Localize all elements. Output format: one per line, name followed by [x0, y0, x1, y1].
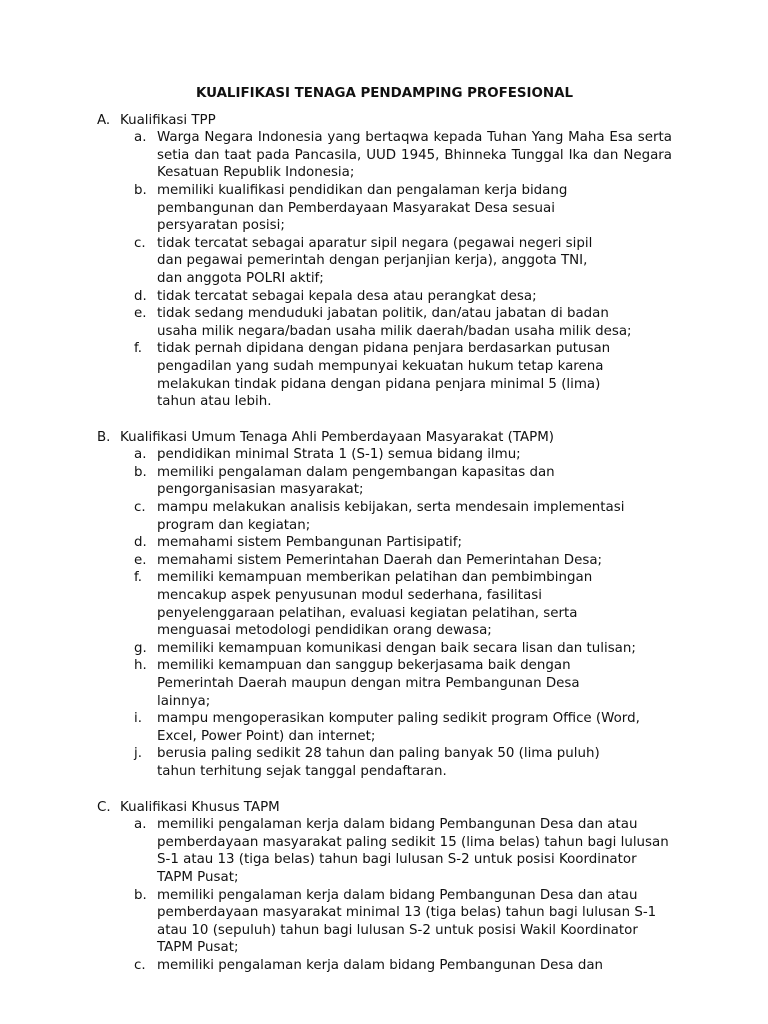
list-item: [134, 499, 672, 534]
item-letter: d.: [134, 288, 147, 304]
item-text: mampu melakukan analisis kebijakan, serta mendesain implementasi program dan kegiatan;: [157, 500, 625, 533]
item-letter: g.: [134, 640, 147, 656]
item-text: tidak tercatat sebagai aparatur sipil negara (pegawai negeri sipil dan pegawai pemerintah dengan perjanjian kerja), anggota TNI, dan anggota POLRI aktif;: [157, 235, 593, 286]
item-text: memiliki kemampuan komunikasi dengan baik secara lisan dan tulisan;: [157, 640, 636, 656]
item-letter: b.: [134, 182, 147, 198]
section-heading: [97, 429, 672, 447]
list-item: [134, 816, 672, 886]
section-heading: [97, 799, 672, 817]
item-letter: a.: [134, 130, 147, 146]
list-item: [134, 464, 672, 499]
list-item: [134, 710, 672, 745]
item-text: tidak tercatat sebagai kepala desa atau perangkat desa;: [157, 288, 537, 304]
item-letter: c.: [134, 500, 146, 516]
item-text: Warga Negara Indonesia yang bertaqwa kepada Tuhan Yang Maha Esa serta setia dan taat pada Pancasila, UUD 1945, Bhinneka Tunggal Ika dan Negara Kesatuan Republik Indonesia;: [157, 130, 672, 181]
section-b: [97, 429, 672, 781]
section-letter: B.: [97, 429, 111, 445]
section-c: [97, 799, 672, 975]
list-item: [134, 534, 672, 552]
section-title: Kualifikasi Khusus TAPM: [120, 799, 280, 815]
list-item: [134, 657, 672, 710]
list-item: [134, 887, 672, 957]
item-letter: a.: [134, 447, 147, 463]
list-item: [134, 957, 672, 975]
list-item: [134, 305, 672, 340]
item-letter: i.: [134, 711, 142, 727]
item-letter: b.: [134, 464, 147, 480]
item-text: memiliki pengalaman kerja dalam bidang Pembangunan Desa dan atau pemberdayaan masyarakat paling sedikit 15 (lima belas) tahun bagi lulusan S-1 atau 13 (tiga belas) tahun bagi lulusan S-2 untuk posisi Koordinator TAPM Pusat;: [157, 817, 669, 885]
item-letter: c.: [134, 235, 146, 251]
item-list: [97, 816, 672, 974]
item-letter: e.: [134, 552, 147, 568]
item-text: memahami sistem Pembangunan Partisipatif;: [157, 535, 462, 551]
section-heading: [97, 112, 672, 130]
list-item: [134, 340, 672, 410]
item-letter: a.: [134, 817, 147, 833]
item-letter: f.: [134, 570, 142, 586]
item-letter: d.: [134, 535, 147, 551]
item-text: berusia paling sedikit 28 tahun dan paling banyak 50 (lima puluh) tahun terhitung sejak tanggal pendaftaran.: [157, 746, 600, 779]
list-item: [134, 552, 672, 570]
list-item: [134, 235, 672, 288]
item-text: memiliki kemampuan dan sanggup bekerjasama baik dengan Pemerintah Daerah maupun dengan mitra Pembangunan Desa lainnya;: [157, 658, 580, 709]
item-letter: c.: [134, 957, 146, 973]
item-text: memahami sistem Pemerintahan Daerah dan Pemerintahan Desa;: [157, 552, 603, 568]
section-letter: A.: [97, 112, 111, 128]
item-text: memiliki kemampuan memberikan pelatihan dan pembimbingan mencakup aspek penyusunan modul sederhana, fasilitasi penyelenggaraan pelatihan, evaluasi kegiatan pelatihan, serta menguasai metodologi pendidikan orang dewasa;: [157, 570, 593, 639]
list-item: [134, 745, 672, 780]
list-item: [134, 182, 672, 235]
section-title: Kualifikasi Umum Tenaga Ahli Pemberdayaan Masyarakat (TAPM): [120, 429, 554, 445]
item-letter: e.: [134, 306, 147, 322]
list-item: [134, 569, 672, 639]
item-text: memiliki pengalaman kerja dalam bidang Pembangunan Desa dan atau pemberdayaan masyarakat minimal 13 (tiga belas) tahun bagi lulusan S-1 atau 10 (sepuluh) tahun bagi lulusan S-2 untuk posisi Wakil Koordinator TAPM Pusat;: [157, 887, 657, 956]
section-letter: C.: [97, 799, 111, 815]
item-letter: j.: [134, 746, 142, 762]
item-text: pendidikan minimal Strata 1 (S-1) semua bidang ilmu;: [157, 447, 521, 463]
document-title: KUALIFIKASI TENAGA PENDAMPING PROFESIONAL: [195, 86, 574, 101]
item-letter: f.: [134, 341, 142, 357]
item-letter: h.: [134, 658, 147, 674]
item-text: memiliki pengalaman dalam pengembangan kapasitas dan pengorganisasian masyarakat;: [157, 464, 555, 498]
item-text: tidak pernah dipidana dengan pidana penjara berdasarkan putusan pengadilan yang sudah mempunyai kekuatan hukum tetap karena melakukan tindak pidana dengan pidana penjara minimal 5 (lima) tahun atau lebih.: [157, 341, 611, 410]
list-item: [134, 446, 672, 464]
item-text: memiliki kualifikasi pendidikan dan pengalaman kerja bidang pembangunan dan Pemberdayaan Masyarakat Desa sesuai persyaratan posisi;: [157, 182, 568, 234]
item-text: mampu mengoperasikan komputer paling sedikit program Office (Word, Excel, Power Point) dan internet;: [157, 711, 640, 744]
section-title: Kualifikasi TPP: [120, 112, 216, 128]
item-text: memiliki pengalaman kerja dalam bidang Pembangunan Desa dan: [157, 957, 604, 973]
list-item: [134, 129, 672, 182]
item-list: [97, 129, 672, 411]
item-text: tidak sedang menduduki jabatan politik, dan/atau jabatan di badan usaha milik negara/badan usaha milik daerah/badan usaha milik desa;: [157, 306, 632, 339]
list-item: [134, 288, 672, 306]
item-letter: b.: [134, 887, 147, 903]
item-list: [97, 446, 672, 780]
section-a: [97, 112, 672, 411]
list-item: [134, 640, 672, 658]
